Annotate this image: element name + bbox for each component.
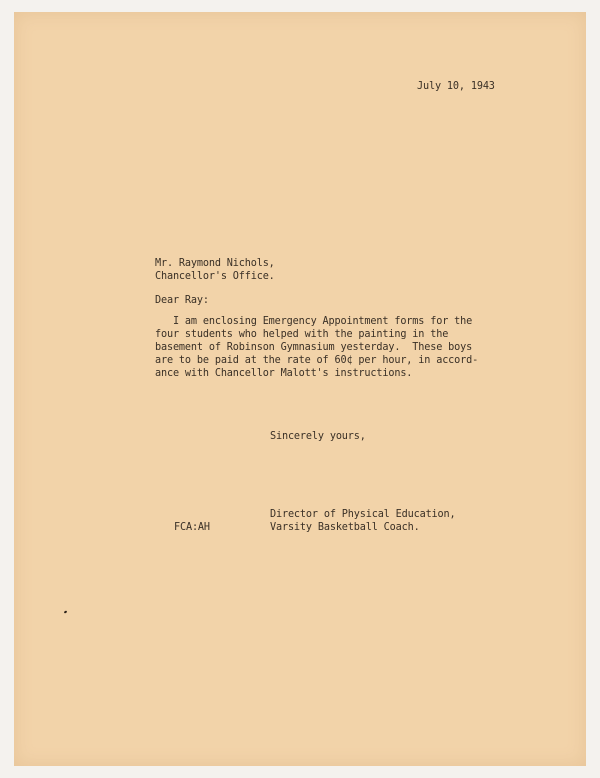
recipient-name: Mr. Raymond Nichols, bbox=[155, 258, 275, 269]
body-line: basement of Robinson Gymnasium yesterday. These boys bbox=[155, 342, 473, 353]
ink-speck bbox=[64, 610, 68, 613]
signature-title: Director of Physical Education, bbox=[270, 509, 456, 520]
body-line: ance with Chancellor Malott's instructions. bbox=[155, 368, 413, 379]
reference-initials: FCA:AH bbox=[174, 522, 210, 533]
closing: Sincerely yours, bbox=[270, 431, 366, 442]
signature-title: Varsity Basketball Coach. bbox=[270, 522, 420, 533]
letter-page bbox=[14, 12, 586, 766]
salutation: Dear Ray: bbox=[155, 295, 209, 306]
body-line: four students who helped with the painting in the bbox=[155, 329, 449, 340]
body-line: are to be paid at the rate of 60¢ per hour, in accord- bbox=[155, 355, 479, 366]
letter-date: July 10, 1943 bbox=[417, 81, 495, 92]
body-line: I am enclosing Emergency Appointment forms for the bbox=[155, 316, 473, 327]
recipient-office: Chancellor's Office. bbox=[155, 271, 275, 282]
